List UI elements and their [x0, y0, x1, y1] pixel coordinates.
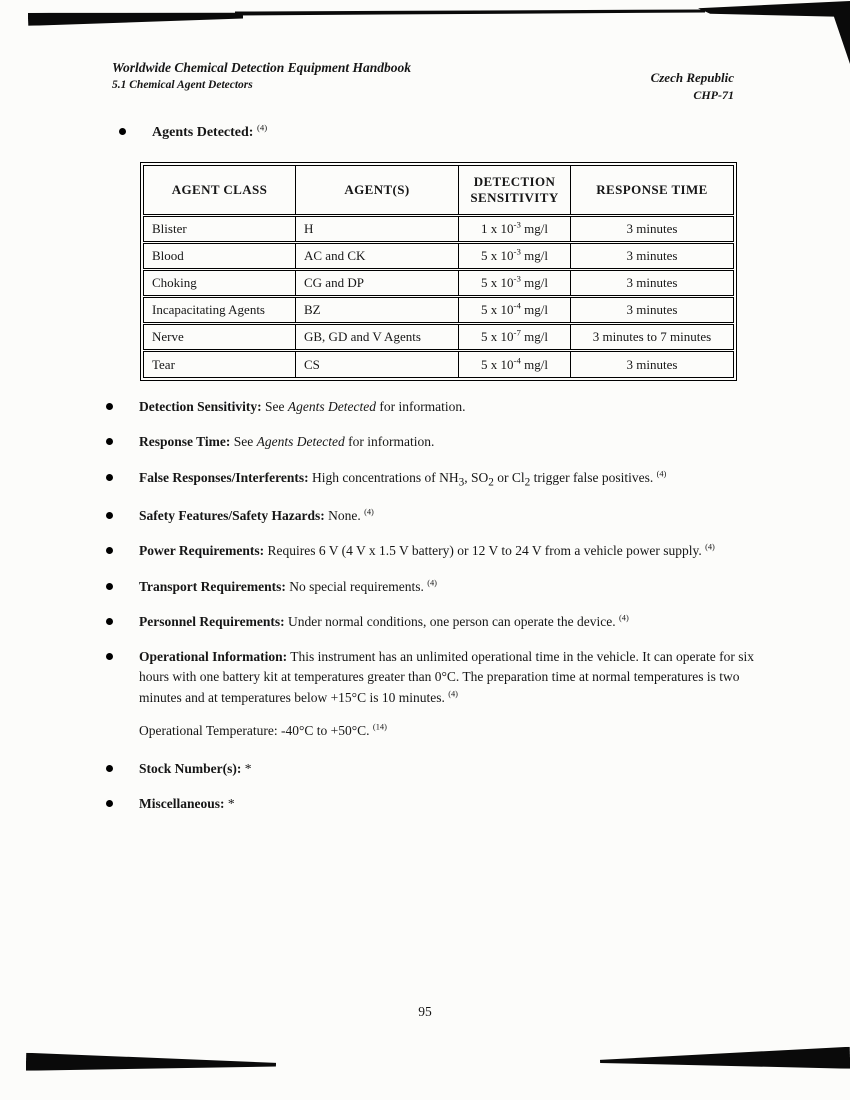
bullet-text — [139, 647, 762, 708]
agents-table — [143, 165, 734, 378]
bullet-operational-information — [100, 647, 762, 708]
sensitivity-exponent: -4 — [513, 355, 521, 366]
operational-temperature-line — [139, 721, 762, 741]
cell-agents: H — [296, 216, 459, 243]
footnote-marker: (4) — [364, 507, 374, 517]
cell-sensitivity — [459, 324, 571, 351]
bullet-icon — [106, 403, 113, 410]
column-header-detection-sensitivity: DETECTION SENSITIVITY — [459, 166, 571, 216]
table-row — [144, 270, 734, 297]
footnote-marker: (4) — [705, 542, 715, 552]
bullet-icon — [119, 128, 126, 135]
footnote-marker: (4) — [427, 578, 437, 588]
sensitivity-base: 5 x 10 — [481, 302, 514, 317]
cell-agents: GB, GD and V Agents — [296, 324, 459, 351]
cell-response: 3 minutes — [571, 351, 734, 378]
bullet-icon — [106, 583, 113, 590]
bullet-body: See — [261, 399, 288, 414]
bullet-icon — [106, 547, 113, 554]
sensitivity-unit: mg/l — [524, 275, 548, 290]
table-row — [144, 216, 734, 243]
bullet-body: No special requirements. — [285, 578, 428, 594]
country-label: Czech Republic — [650, 70, 734, 85]
bullet-icon — [106, 474, 113, 481]
bullet-text — [139, 577, 762, 597]
agents-table-border — [140, 162, 737, 381]
bullet-text — [139, 794, 762, 814]
bullet-italic: Agents Detected — [287, 399, 376, 414]
bullet-icon — [106, 512, 113, 519]
scan-artifact-top-line — [235, 7, 705, 16]
cell-agent-class: Nerve — [144, 324, 296, 351]
sensitivity-exponent: -4 — [513, 300, 521, 311]
sensitivity-exponent: -7 — [513, 327, 521, 338]
bullet-italic: Agents Detected — [256, 434, 345, 450]
sensitivity-unit: mg/l — [524, 356, 548, 372]
bullet-label: Personnel Requirements: — [139, 613, 285, 629]
bullet-label: False Responses/Interferents: — [139, 469, 309, 485]
page-number: 95 — [418, 1004, 432, 1019]
cell-agent-class: Tear — [144, 351, 296, 378]
cell-agent-class: Blood — [144, 243, 296, 270]
bullet-text — [139, 759, 762, 779]
chemical-subscript: 2 — [488, 476, 494, 489]
bullet-text — [139, 506, 762, 526]
bullet-personnel-requirements — [100, 612, 762, 632]
column-header-response-time: RESPONSE TIME — [571, 166, 734, 216]
cell-agents: AC and CK — [296, 243, 459, 270]
cell-agents: CS — [296, 351, 459, 378]
bullet-icon — [106, 438, 113, 445]
scan-artifact-bottom-left — [26, 1053, 276, 1074]
bullet-icon — [106, 653, 113, 660]
table-row — [144, 297, 734, 324]
sensitivity-exponent: -3 — [513, 219, 521, 230]
chemical-subscript: 3 — [458, 476, 465, 489]
bullet-label: Transport Requirements: — [139, 578, 286, 594]
bullet-text — [152, 122, 267, 143]
chemical-subscript: 2 — [524, 476, 531, 489]
sensitivity-base: 5 x 10 — [481, 275, 514, 290]
section-title: 5.1 Chemical Agent Detectors — [112, 79, 253, 91]
cell-response: 3 minutes — [571, 297, 734, 324]
bullet-body: or Cl — [493, 469, 525, 485]
cell-sensitivity — [459, 270, 571, 297]
cell-sensitivity — [459, 351, 571, 378]
bullet-body: trigger false positives. — [530, 469, 657, 485]
bullet-body: Under normal conditions, one person can operate the device. — [284, 613, 619, 629]
scan-artifact-bottom-right — [600, 1047, 850, 1072]
bullet-body: See — [230, 434, 257, 450]
bullet-body: This instrument has an unlimited operational time in the vehicle. It can operate for six hours with one battery kit at temperatures greater than 0°C. The preparation time at normal temperatures is two minutes and at temperatures below +15°C is 10 minutes. — [139, 649, 754, 705]
bullet-body: * — [224, 796, 235, 812]
bullet-body: for information. — [375, 399, 466, 414]
footnote-marker: (4) — [619, 613, 629, 623]
table-row — [144, 351, 734, 378]
bullet-body: None. — [324, 508, 365, 524]
table-row — [144, 243, 734, 270]
bullet-text — [139, 541, 762, 561]
table-header-row — [144, 166, 734, 216]
cell-agent-class: Choking — [144, 270, 296, 297]
bullet-list — [100, 397, 762, 830]
cell-response: 3 minutes — [571, 270, 734, 297]
bullet-body: for information. — [344, 434, 435, 450]
handbook-title: Worldwide Chemical Detection Equipment Handbook — [112, 60, 412, 75]
cell-sensitivity — [459, 297, 571, 324]
footnote-marker: (4) — [448, 689, 458, 699]
bullet-text — [139, 468, 762, 492]
bullet-safety — [100, 506, 762, 526]
footnote-marker: (4) — [656, 469, 667, 478]
bullet-body: Operational Temperature: -40°C to +50°C. — [139, 722, 373, 738]
cell-sensitivity — [459, 243, 571, 270]
bullet-icon — [106, 618, 113, 625]
footnote-marker: (4) — [256, 122, 268, 133]
table-row — [144, 324, 734, 351]
sensitivity-base: 5 x 10 — [481, 356, 514, 372]
column-header-agents: AGENT(S) — [296, 166, 459, 216]
footnote-marker: (14) — [372, 722, 387, 732]
sensitivity-base: 5 x 10 — [481, 329, 514, 344]
scan-artifact-top-corner — [830, 14, 850, 64]
cell-agents: BZ — [296, 297, 459, 324]
bullet-label: Miscellaneous: — [139, 796, 225, 812]
header-right — [651, 70, 734, 103]
bullet-text — [139, 612, 762, 632]
bullet-body: , SO — [464, 469, 489, 485]
cell-sensitivity — [459, 216, 571, 243]
bullet-agents-detected — [113, 122, 267, 143]
bullet-label: Response Time: — [139, 434, 231, 450]
cell-agent-class: Blister — [144, 216, 296, 243]
sensitivity-unit: mg/l — [524, 221, 548, 236]
sensitivity-exponent: -3 — [513, 246, 521, 257]
model-label: CHP-71 — [693, 88, 734, 102]
scan-artifact-top-right — [698, 1, 850, 17]
bullet-text — [139, 432, 762, 452]
bullet-body: High concentrations of NH — [308, 469, 459, 485]
bullet-icon — [106, 800, 113, 807]
bullet-label: Agents Detected: — [152, 125, 254, 140]
column-header-agent-class: AGENT CLASS — [144, 166, 296, 216]
cell-agents: CG and DP — [296, 270, 459, 297]
cell-response: 3 minutes — [571, 243, 734, 270]
bullet-stock-numbers — [100, 759, 762, 779]
bullet-transport-requirements — [100, 577, 762, 597]
bullet-label: Operational Information: — [139, 649, 288, 665]
header-left — [112, 60, 411, 91]
sensitivity-unit: mg/l — [524, 329, 548, 344]
cell-response: 3 minutes to 7 minutes — [571, 324, 734, 351]
sensitivity-unit: mg/l — [524, 302, 548, 317]
bullet-label: Safety Features/Safety Hazards: — [139, 508, 325, 524]
bullet-response-time — [100, 432, 762, 452]
sensitivity-base: 1 x 10 — [481, 221, 514, 236]
bullet-power-requirements — [100, 541, 762, 561]
bullet-icon — [106, 765, 113, 772]
cell-response: 3 minutes — [571, 216, 734, 243]
bullet-detection-sensitivity — [100, 397, 762, 417]
cell-agent-class: Incapacitating Agents — [144, 297, 296, 324]
scan-artifact-top-left — [28, 9, 243, 26]
bullet-body: Requires 6 V (4 V x 1.5 V battery) or 12 V to 24 V from a vehicle power supply. — [264, 543, 706, 559]
bullet-miscellaneous — [100, 794, 762, 814]
sensitivity-unit: mg/l — [524, 248, 548, 263]
bullet-label: Detection Sensitivity: — [139, 399, 262, 414]
sensitivity-exponent: -3 — [513, 273, 521, 284]
sensitivity-base: 5 x 10 — [481, 248, 514, 263]
bullet-false-responses — [100, 468, 762, 492]
bullet-body: * — [241, 761, 252, 777]
bullet-text — [139, 397, 762, 417]
bullet-label: Power Requirements: — [139, 543, 265, 559]
bullet-label: Stock Number(s): — [139, 761, 242, 777]
